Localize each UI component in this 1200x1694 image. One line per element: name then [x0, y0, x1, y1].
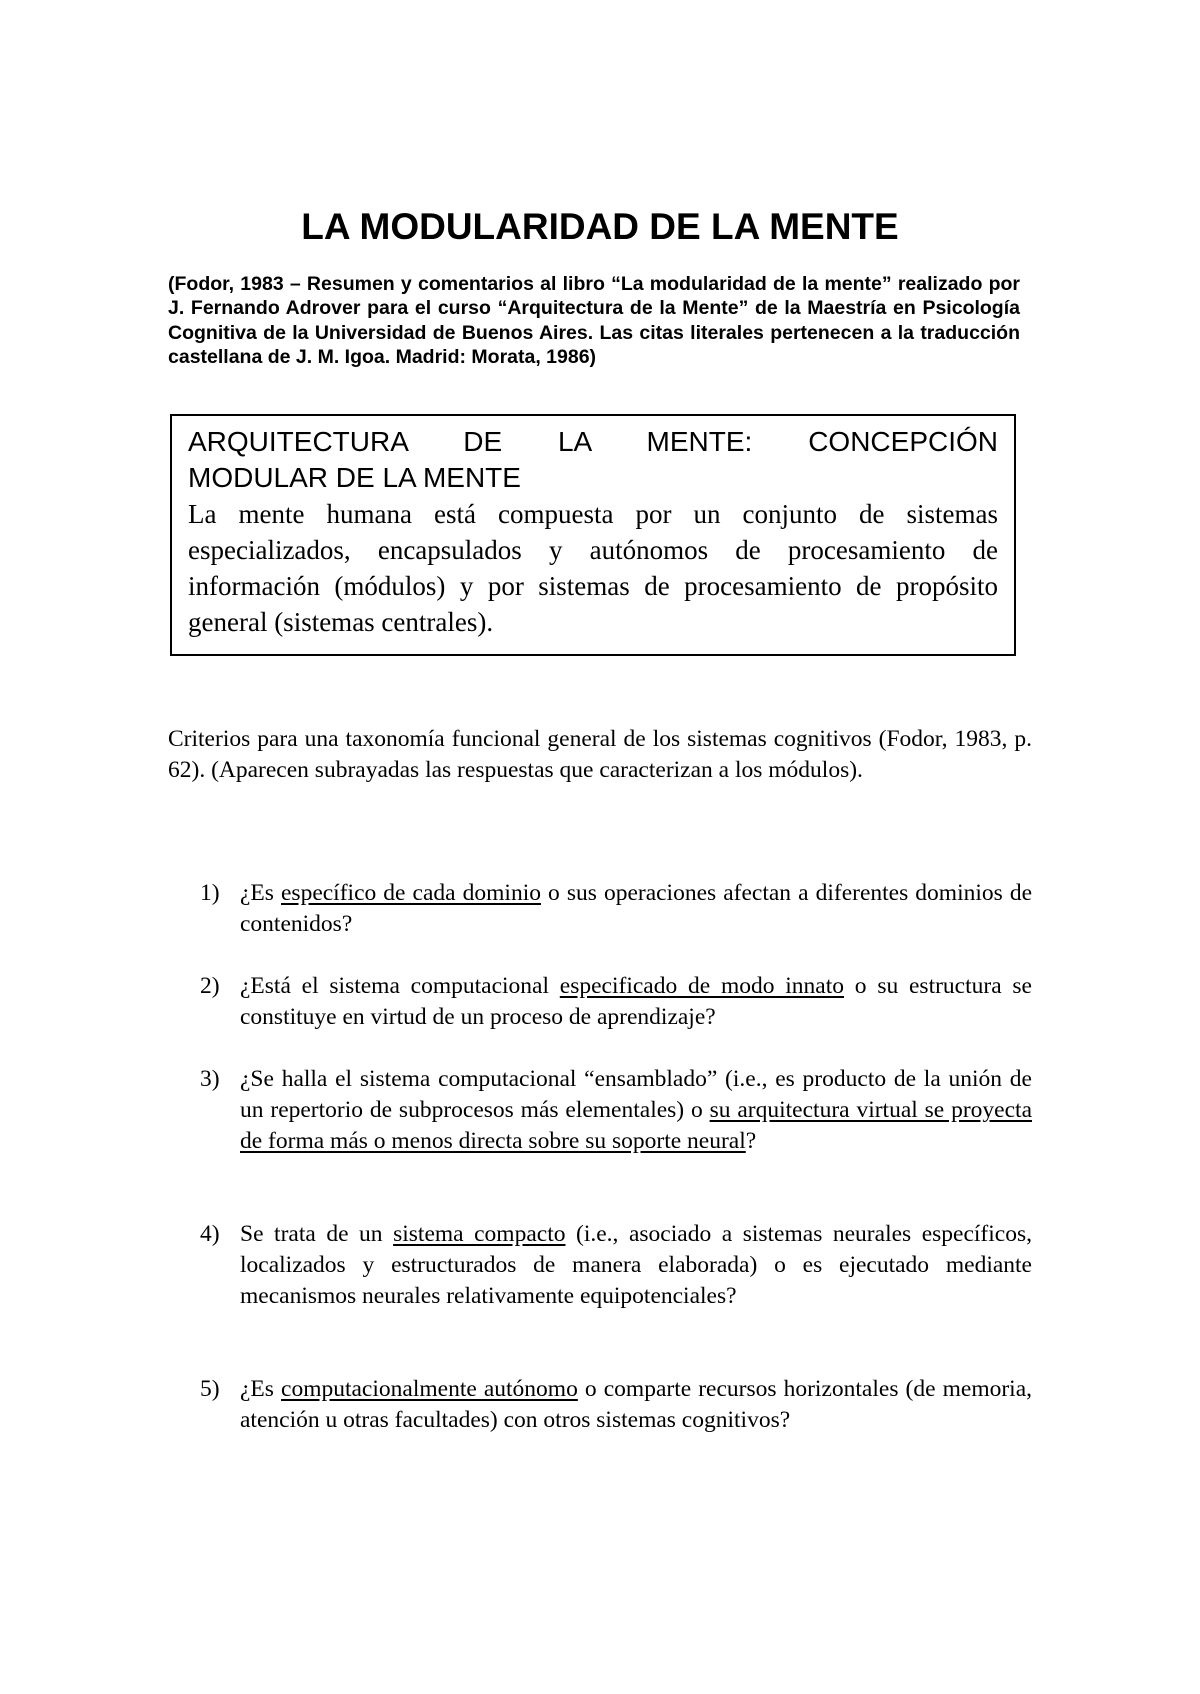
box-heading-line-2: MODULAR DE LA MENTE: [188, 462, 521, 493]
item-text: [240, 1064, 1032, 1157]
item-underlined-answer: especificado de modo innato: [559, 973, 845, 999]
document-subtitle: (Fodor, 1983 – Resumen y comentarios al libro “La modularidad de la mente” realizado por J. Fernando Adrover para el curso “Arquitectura de la Mente” de la Maestría en Psicología Cognitiva de la Universidad de Buenos Aires. Las citas literales pertenecen a la traducción castellana de J. M. Igoa. Madrid: Morata, 1986): [168, 273, 1020, 368]
item-text: [240, 971, 1032, 1033]
intro-paragraph: Criterios para una taxonomía funcional general de los sistemas cognitivos (Fodor, 1983, p. 62). (Aparecen subrayadas las respuestas que caracterizan a los módulos).: [168, 726, 1032, 783]
item-underlined-answer: sistema compacto: [393, 1221, 566, 1247]
item-text-before: ¿Es: [240, 880, 281, 906]
item-text: [240, 1374, 1032, 1436]
item-number: 1): [200, 880, 220, 906]
item-underlined-answer: computacionalmente autónomo: [281, 1376, 578, 1402]
item-text-after: o sus operaciones afectan a diferentes dominios de contenidos?: [240, 880, 1033, 937]
item-text-before: ¿Está el sistema computacional: [240, 973, 560, 999]
box-heading: [188, 424, 998, 496]
item-number: 5): [200, 1376, 220, 1402]
item-number: 2): [200, 973, 220, 999]
box-heading-line-1: ARQUITECTURA DE LA MENTE: CONCEPCIÓN: [188, 426, 998, 457]
item-number: 3): [200, 1066, 220, 1092]
item-text-after: o su estructura se constituye en virtud de un proceso de aprendizaje?: [240, 973, 1032, 1030]
item-underlined-answer: específico de cada dominio: [281, 880, 541, 906]
item-text: [240, 1219, 1032, 1312]
item-text-before: Se trata de un: [240, 1221, 394, 1247]
item-text-after: (i.e., asociado a sistemas neurales específicos, localizados y estructurados de manera elaborada) o es ejecutado mediante mecanismos neurales relativamente equipotenciales?: [240, 1221, 1032, 1309]
concept-box: [170, 414, 1016, 656]
item-text-before: ¿Es: [240, 1376, 282, 1402]
item-text-after: o comparte recursos horizontales (de memoria, atención u otras facultades) con otros sistemas cognitivos?: [240, 1376, 1033, 1433]
item-text-before: ¿Se halla el sistema computacional “ensamblado” (i.e., es producto de la unión de un repertorio de subprocesos más elementales) o: [240, 1066, 1032, 1123]
item-underlined-answer: su arquitectura virtual se proyecta de forma más o menos directa sobre su soporte neural: [240, 1097, 1032, 1154]
box-text: La mente humana está compuesta por un conjunto de sistemas especializados, encapsulados y autónomos de procesamiento de información (módulos) y por sistemas de procesamiento de propósito general (sistemas centrales).: [188, 499, 998, 637]
item-number: 4): [200, 1221, 220, 1247]
item-text: [240, 878, 1032, 940]
document-title: LA MODULARIDAD DE LA MENTE: [301, 206, 899, 247]
item-text-after: ?: [745, 1128, 757, 1154]
